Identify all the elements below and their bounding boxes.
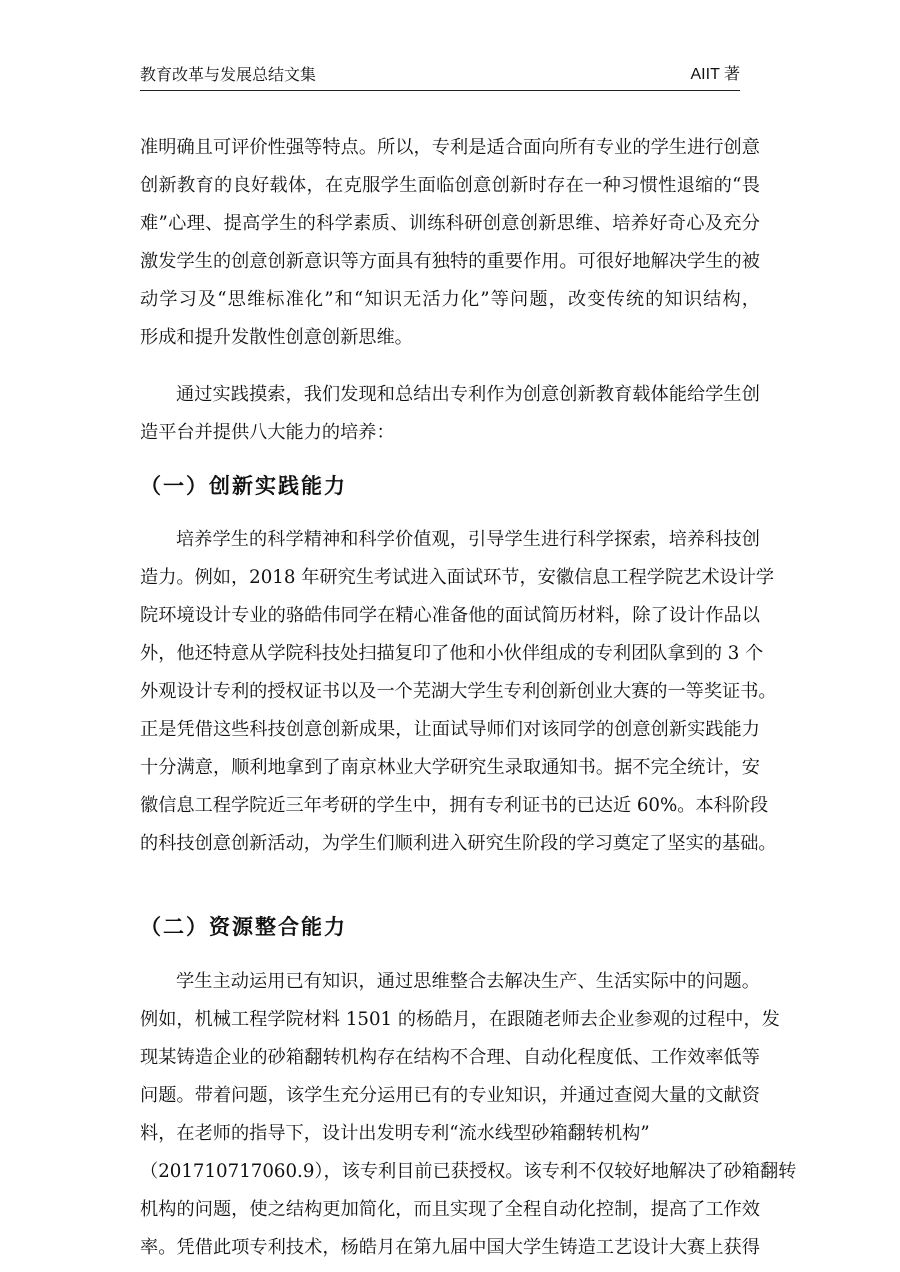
header-author: AIIT 著 [690,66,740,83]
body-text-line: 准明确且可评价性强等特点。所以，专利是适合面向所有专业的学生进行创意 [140,137,760,158]
body-text-line: 培养学生的科学精神和科学价值观，引导学生进行科学探索，培养科技创 [176,529,760,550]
body-text-line: 例如，机械工程学院材料 1501 的杨皓月，在跟随老师去企业参观的过程中，发 [140,1009,780,1030]
body-text-line: 的科技创意创新活动，为学生们顺利进入研究生阶段的学习奠定了坚实的基础。 [140,833,777,854]
page-header [140,60,740,91]
body-text-line: 外观设计专利的授权证书以及一个芜湖大学生专利创新创业大赛的一等奖证书。 [140,681,777,702]
body-text-line: 率。凭借此项专利技术，杨皓月在第九届中国大学生铸造工艺设计大赛上获得 [140,1237,760,1258]
body-text-line: 问题。带着问题，该学生充分运用已有的专业知识，并通过查阅大量的文献资 [140,1085,760,1106]
body-text-line: 正是凭借这些科技创意创新成果，让面试导师们对该同学的创意创新实践能力 [140,719,760,740]
body-text-line: 形成和提升发散性创意创新思维。 [140,327,413,348]
body-text-line: 徽信息工程学院近三年考研的学生中，拥有专利证书的已达近 60%。本科阶段 [140,795,769,816]
body-text-line: 创新教育的良好载体，在克服学生面临创意创新时存在一种习惯性退缩的“畏 [140,175,760,196]
body-text-line: 外，他还特意从学院科技处扫描复印了他和小伙伴组成的专利团队拿到的 3 个 [140,643,764,664]
body-text-line: 难”心理、提高学生的科学素质、训练科研创意创新思维、培养好奇心及充分 [140,213,760,234]
body-text-line: 学生主动运用已有知识，通过思维整合去解决生产、生活实际中的问题。 [176,971,760,992]
body-text-line: 料，在老师的指导下，设计出发明专利“流水线型砂箱翻转机构” [140,1123,650,1144]
body-text-line: 激发学生的创意创新意识等方面具有独特的重要作用。可很好地解决学生的被 [140,251,760,272]
body-text-line: 造力。例如，2018 年研究生考试进入面试环节，安徽信息工程学院艺术设计学 [140,567,775,588]
body-text-line: 十分满意，顺利地拿到了南京林业大学研究生录取通知书。据不完全统计，安 [140,757,760,778]
body-text-line: 院环境设计专业的骆皓伟同学在精心准备他的面试简历材料，除了设计作品以 [140,605,760,626]
body-text-line: （201710717060.9），该专利目前已获授权。该专利不仅较好地解决了砂箱翻转 [140,1161,797,1182]
body-text-line: 造平台并提供八大能力的培养： [140,422,395,443]
body-text-line: 动学习及“思维标准化”和“知识无活力化”等问题，改变传统的知识结构， [140,289,760,310]
section-heading: （一）创新实践能力 [140,474,347,498]
body-text-line: 通过实践摸索，我们发现和总结出专利作为创意创新教育载体能给学生创 [176,384,760,405]
body-text-line: 现某铸造企业的砂箱翻转机构存在结构不合理、自动化程度低、工作效率低等 [140,1047,760,1068]
header-title: 教育改革与发展总结文集 [140,65,317,84]
body-text-line: 机构的问题，使之结构更加简化，而且实现了全程自动化控制，提高了工作效 [140,1199,760,1220]
section-heading: （二）资源整合能力 [140,915,347,939]
